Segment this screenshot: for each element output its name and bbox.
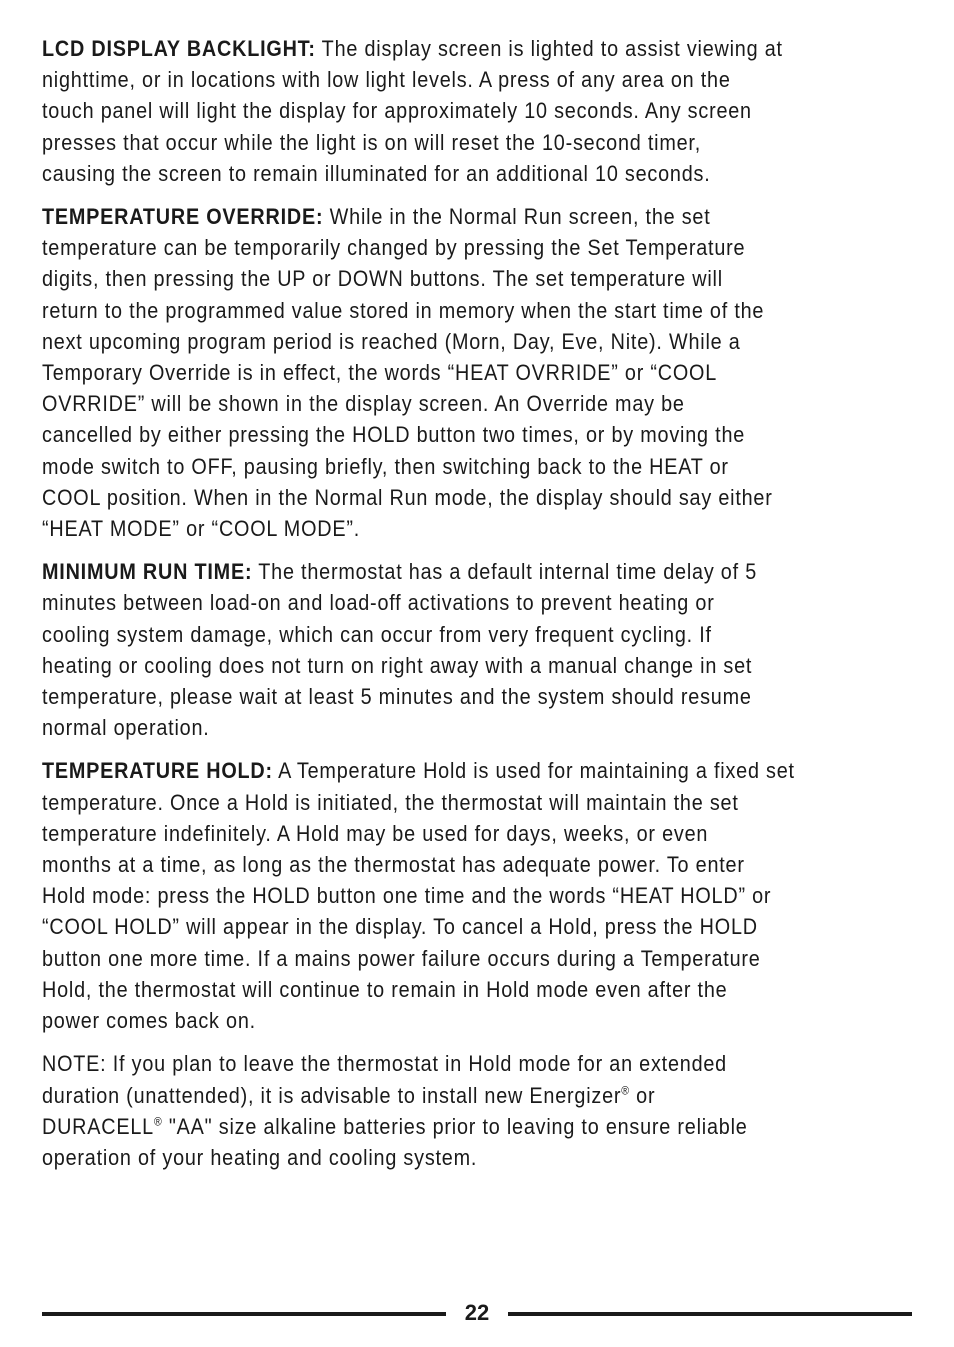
section-line: button one more time. If a mains power failure occurs during a Temperature [42, 945, 761, 971]
section-minimum-run-time [42, 556, 922, 743]
note-line: NOTE: If you plan to leave the thermostat in Hold mode for an extended [42, 1051, 727, 1077]
page-content [42, 33, 922, 1185]
section-line: COOL position. When in the Normal Run mode, the display should say either [42, 484, 773, 510]
note-line: or [629, 1082, 656, 1108]
section-line: temperature. Once a Hold is initiated, the thermostat will maintain the set [42, 789, 739, 815]
section-heading: TEMPERATURE HOLD: [42, 758, 273, 784]
section-line: “COOL HOLD” will appear in the display. To cancel a Hold, press the HOLD [42, 914, 758, 940]
section-lcd-display-backlight [42, 33, 922, 189]
section-line: The thermostat has a default internal time delay of 5 [252, 559, 758, 585]
section-line: mode switch to OFF, pausing briefly, then switching back to the HEAT or [42, 453, 729, 479]
section-line: While in the Normal Run screen, the set [323, 204, 711, 230]
note-line: DURACELL [42, 1113, 154, 1139]
section-line: Temporary Override is in effect, the words “HEAT OVRRIDE” or “COOL [42, 360, 718, 386]
section-line: A Temperature Hold is used for maintaining a fixed set [272, 758, 795, 784]
note-line: duration (unattended), it is advisable to install new Energizer [42, 1082, 622, 1108]
registered-mark: ® [621, 1083, 630, 1097]
page-number: 22 [464, 1300, 490, 1325]
note-paragraph [42, 1048, 922, 1173]
note-line: operation of your heating and cooling system. [42, 1144, 478, 1170]
section-line: “HEAT MODE” or “COOL MODE”. [42, 516, 361, 542]
page-footer [42, 1296, 912, 1332]
section-heading: LCD DISPLAY BACKLIGHT: [42, 36, 316, 61]
section-line: months at a time, as long as the thermostat has adequate power. To enter [42, 852, 745, 878]
footer-rule-right [508, 1312, 912, 1316]
section-line: temperature, please wait at least 5 minutes and the system should resume [42, 684, 752, 710]
section-line: temperature indefinitely. A Hold may be used for days, weeks, or even [42, 820, 709, 846]
footer-rule-left [42, 1312, 446, 1316]
section-line: Hold mode: press the HOLD button one time and the words “HEAT HOLD” or [42, 883, 772, 909]
section-line: next upcoming program period is reached (Morn, Day, Eve, Nite). While a [42, 328, 741, 354]
section-line: heating or cooling does not turn on right away with a manual change in set [42, 652, 753, 678]
section-line: Hold, the thermostat will continue to remain in Hold mode even after the [42, 976, 728, 1002]
section-line: power comes back on. [42, 1008, 256, 1034]
section-line: temperature can be temporarily changed by pressing the Set Temperature [42, 235, 746, 261]
section-heading: TEMPERATURE OVERRIDE: [42, 204, 324, 230]
section-line: touch panel will light the display for approximately 10 seconds. Any screen [42, 98, 752, 124]
section-line: cooling system damage, which can occur from very frequent cycling. If [42, 621, 712, 647]
registered-mark: ® [153, 1114, 163, 1129]
section-line: digits, then pressing the UP or DOWN buttons. The set temperature will [42, 266, 723, 292]
section-line: The display screen is lighted to assist viewing at [315, 36, 783, 61]
section-temperature-hold [42, 755, 922, 1036]
section-line: nighttime, or in locations with low light levels. A press of any area on the [42, 67, 731, 93]
section-line: presses that occur while the light is on will reset the 10-second timer, [42, 129, 702, 155]
note-line: "AA" size alkaline batteries prior to leaving to ensure reliable [162, 1113, 748, 1139]
section-line: causing the screen to remain illuminated for an additional 10 seconds. [42, 160, 711, 186]
section-line: cancelled by either pressing the HOLD button two times, or by moving the [42, 422, 746, 448]
section-heading: MINIMUM RUN TIME: [42, 559, 253, 585]
section-temperature-override [42, 201, 922, 544]
section-line: minutes between load-on and load-off activations to prevent heating or [42, 590, 715, 616]
section-line: OVRRIDE” will be shown in the display screen. An Override may be [42, 391, 685, 417]
section-line: return to the programmed value stored in memory when the start time of the [42, 297, 765, 323]
section-line: normal operation. [42, 715, 210, 741]
